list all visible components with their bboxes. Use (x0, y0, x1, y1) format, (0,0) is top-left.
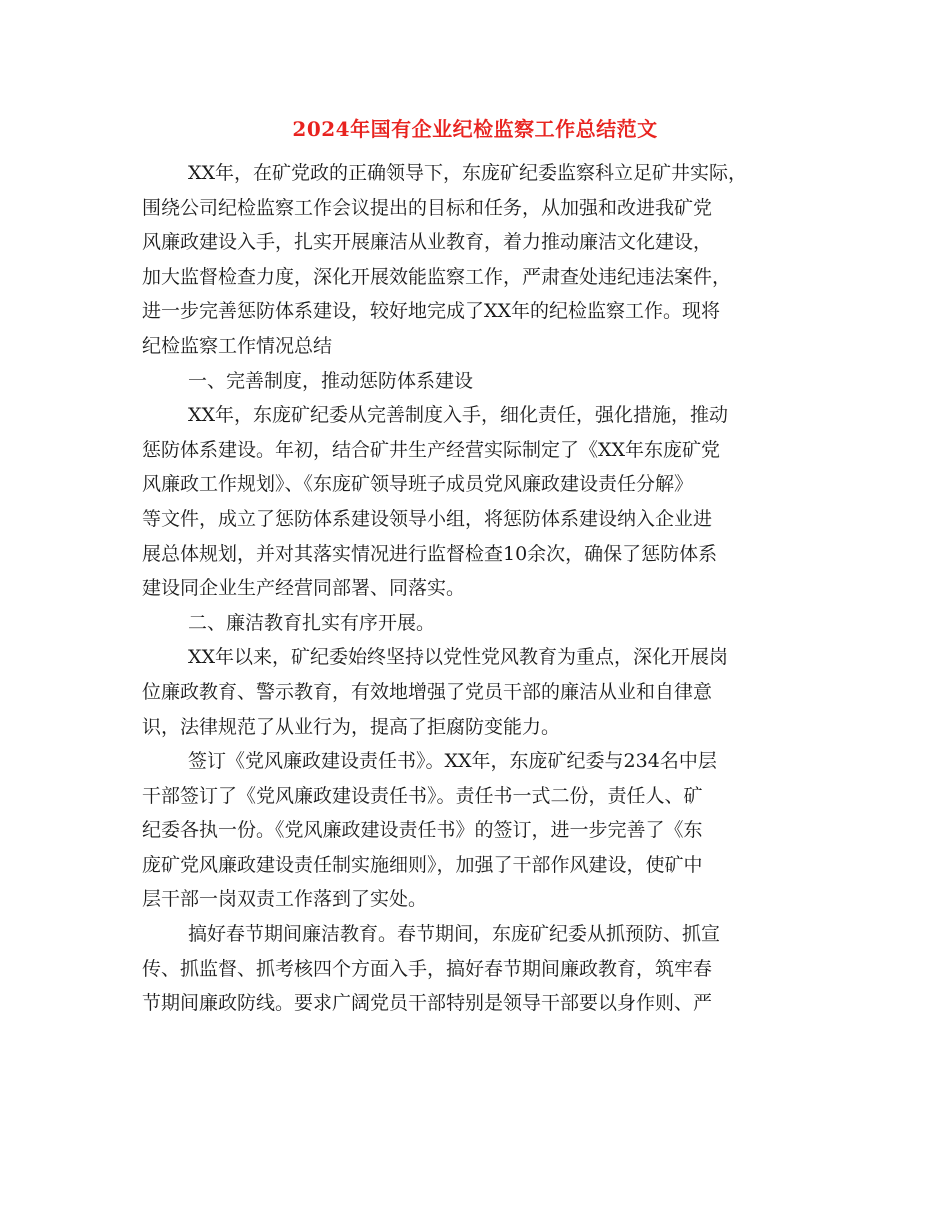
text-line: 围绕公司纪检监察工作会议提出的目标和任务，从加强和改进我矿党 (142, 196, 713, 219)
text-line: 纪检监察工作情况总结 (142, 334, 333, 357)
text-line: 搞好春节期间廉洁教育。春节期间，东庞矿纪委从抓预防、抓宣 (188, 923, 721, 946)
text-line: 传、抓监督、抓考核四个方面入手，搞好春节期间廉政教育，筑牢春 (142, 957, 713, 980)
text-line: 纪委各执一份。《党风廉政建设责任书》的签订，进一步完善了《东 (142, 819, 703, 842)
text-line: 层干部一岗双责工作落到了实处。 (142, 888, 428, 911)
text-line: 加大监督检查力度，深化开展效能监察工作，严肃查处违纪违法案件， (142, 265, 732, 288)
text-line: 风廉政工作规划》、《东庞矿领导班子成员党风廉政建设责任分解》 (142, 473, 694, 496)
text-line: 进一步完善惩防体系建设，较好地完成了XX年的纪检监察工作。现将 (142, 300, 721, 323)
text-line: 一、完善制度，推动惩防体系建设 (188, 369, 474, 392)
text-line: 节期间廉政防线。要求广阔党员干部特别是领导干部要以身作则、严 (142, 992, 713, 1015)
text-line: 干部签订了《党风廉政建设责任书》。责任书一式二份，责任人、矿 (142, 784, 703, 807)
text-line: 庞矿党风廉政建设责任制实施细则》，加强了干部作风建设，使矿中 (142, 853, 703, 876)
text-line: 展总体规划，并对其落实情况进行监督检查10余次，确保了惩防体系 (142, 542, 718, 565)
text-line: XX年，在矿党政的正确领导下，东庞矿纪委监察科立足矿井实际， (188, 162, 748, 184)
text-line: 等文件，成立了惩防体系建设领导小组，将惩防体系建设纳入企业进 (142, 507, 713, 530)
text-line: 建设同企业生产经营同部署、同落实。 (142, 577, 466, 600)
text-line: 识，法律规范了从业行为，提高了拒腐防变能力。 (142, 715, 561, 738)
text-line: 位廉政教育、警示教育，有效地增强了党员干部的廉洁从业和自律意 (142, 680, 713, 703)
text-line: XX年以来，矿纪委始终坚持以党性党风教育为重点，深化开展岗 (188, 646, 729, 669)
text-line: 风廉政建设入手，扎实开展廉洁从业教育，着力推动廉洁文化建设， (142, 231, 713, 254)
document-title: 2024年国有企业纪检监察工作总结范文 (292, 117, 658, 141)
document-body (142, 156, 822, 1021)
text-line: 惩防体系建设。年初，结合矿井生产经营实际制定了《XX年东庞矿党 (142, 438, 721, 461)
text-line: XX年，东庞矿纪委从完善制度入手，细化责任，强化措施，推动 (188, 404, 729, 427)
text-line: 二、廉洁教育扎实有序开展。 (188, 611, 436, 634)
text-line: 签订《党风廉政建设责任书》。XX年，东庞矿纪委与234名中层 (188, 750, 717, 773)
